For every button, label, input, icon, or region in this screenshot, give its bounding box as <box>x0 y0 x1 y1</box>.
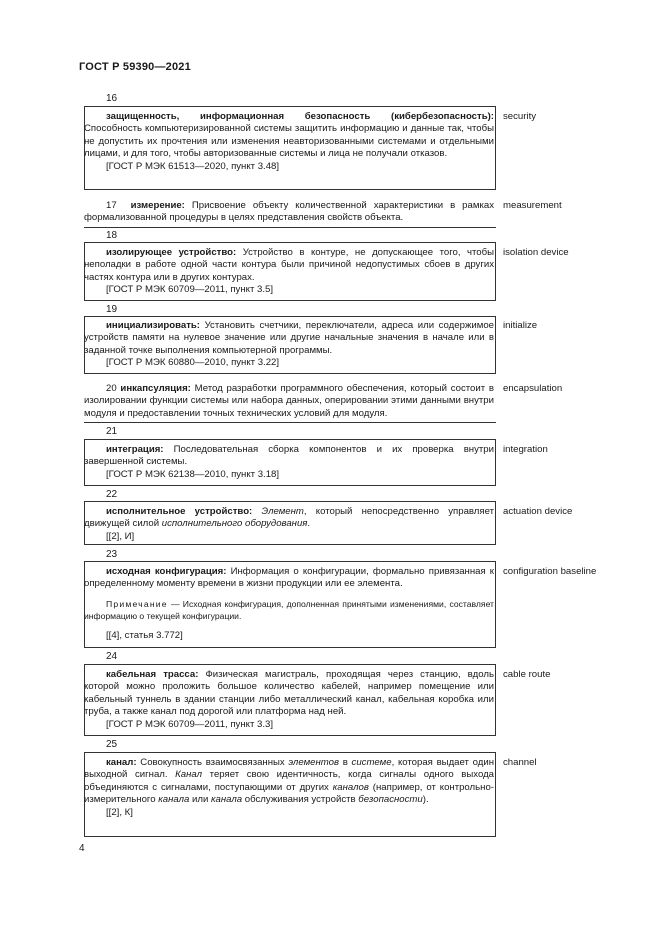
term-definition: канала <box>158 794 190 806</box>
term-definition: исполнительного оборудования <box>161 518 308 530</box>
term-name: изолирующее устройство: <box>106 247 237 258</box>
term-number: 17 <box>106 200 117 211</box>
term-entry <box>84 669 494 731</box>
term-english: actuation device <box>503 506 573 517</box>
term-number: 18 <box>106 230 118 241</box>
term-definition: Способность компьютеризированной системы защитить информацию и данные так, чтобы не допустить их прочтения или изменения неавторизованными системами и отдельными лицами, и для того, чтобы авторизованные системы и лица не получали отказов. <box>84 123 494 160</box>
term-entry <box>84 566 494 591</box>
term-source: [ГОСТ Р МЭК 60880—2010, пункт 3.22] <box>106 357 280 369</box>
term-entry <box>84 320 494 370</box>
term-english: measurement <box>503 200 562 211</box>
term-english: encapsulation <box>503 383 563 394</box>
term-definition: системе <box>351 757 392 768</box>
term-entry <box>84 111 494 173</box>
term-name: исходная конфигурация: <box>106 566 227 577</box>
term-english: integration <box>503 444 548 455</box>
term-number: 19 <box>106 304 118 315</box>
term-definition: безопасности <box>358 794 423 806</box>
term-source: [[4], статья 3.772] <box>106 630 183 641</box>
term-number: 20 <box>106 383 117 394</box>
term-definition: Установить счетчики, переключатели, адреса или содержимое устройств памяти на нулевое значение или другие начальные значения в начале или в заданной точке выполнения компьютерной программы. <box>84 320 494 356</box>
document-header: ГОСТ Р 59390—2021 <box>79 61 191 73</box>
term-english: isolation device <box>503 247 569 258</box>
term-number: 23 <box>106 549 118 560</box>
term-number: 22 <box>106 489 118 500</box>
term-english: security <box>503 111 537 122</box>
term-english: initialize <box>503 320 538 331</box>
term-definition: Физическая магистраль, проходящая через станцию, вдоль которой можно проложить большое количество кабелей, например помещение или кабельный туннель в здании станции либо металлический канал, кабельная коробка или труба, а также канал под дорогой или платформа над ней. <box>84 669 494 718</box>
term-name: исполнительное устройство: <box>106 506 253 517</box>
term-definition: в <box>339 757 352 768</box>
term-entry <box>84 200 494 225</box>
term-definition: теряет свою идентичность, когда сигналы одного выхода объединяются с сигналами, поступающими от других <box>84 769 495 793</box>
term-name: интеграция: <box>106 444 164 455</box>
term-entry <box>84 247 494 297</box>
divider <box>84 227 496 228</box>
term-source: [[2], И] <box>106 530 135 542</box>
term-english: channel <box>503 757 537 768</box>
term-definition: Информация о конфигурации, формально привязанная к определенному моменту времени в жизни продукции или ее элемента. <box>84 566 494 590</box>
term-entry <box>84 757 494 819</box>
term-definition: канала <box>211 794 243 806</box>
term-definition: , которая выдает один выходной сигнал. <box>84 757 494 781</box>
term-definition: Последовательная сборка компонентов и их проверка внутри завершенной системы. <box>84 444 494 468</box>
term-definition: Устройство в контуре, не допускающее того, чтобы неполадки в работе одной части контура были причиной недопустимых сбоев в других частях контура или в других контурах. <box>84 247 495 283</box>
term-number: 21 <box>106 426 118 437</box>
term-name: защищенность, информационная безопасность (кибербезопасность): <box>106 111 494 122</box>
divider <box>84 422 496 423</box>
term-definition: , который непосредственно управляет движущей силой <box>84 506 494 530</box>
term-entry <box>84 444 494 481</box>
term-source: [ГОСТ Р МЭК 60709—2011, пункт 3.5] <box>106 284 274 296</box>
term-definition: элементов <box>288 757 339 768</box>
term-english: cable route <box>503 669 551 680</box>
term-definition: Совокупность взаимосвязанных <box>140 757 289 768</box>
term-source: [ГОСТ Р МЭК 62138—2010, пункт 3.18] <box>106 468 280 480</box>
term-english: configuration baseline <box>503 566 597 577</box>
term-name: измерение: <box>130 200 185 211</box>
term-definition: Канал <box>175 769 203 781</box>
term-source: [ГОСТ Р МЭК 61513—2020, пункт 3.48] <box>106 160 280 172</box>
term-definition: . <box>307 518 311 530</box>
term-definition: каналов <box>332 781 369 793</box>
term-source-wrap <box>84 630 494 642</box>
term-note <box>84 599 494 622</box>
term-definition: (например, от контрольно-измерительного <box>84 781 494 806</box>
term-definition: Метод разработки программного обеспечения, который состоит в изолировании функции системы или набора данных, оперировании этими данными внутри модуля и предоставлении точных технических условий для модуля. <box>84 383 494 419</box>
term-source: [[2], К] <box>106 806 133 818</box>
term-definition: обслуживания устройств <box>242 794 359 806</box>
term-definition: ). <box>422 794 429 806</box>
note-label: Примечание <box>106 599 168 609</box>
term-number: 16 <box>106 93 118 104</box>
term-definition: Элемент <box>261 506 304 517</box>
term-number: 24 <box>106 651 118 662</box>
term-source: [ГОСТ Р МЭК 60709—2011, пункт 3.3] <box>106 718 274 730</box>
term-name: кабельная трасса: <box>106 669 199 680</box>
note-text: — Исходная конфигурация, дополненная принятыми изменениями, составляет информацию о текущей конфигурации. <box>84 599 494 621</box>
term-entry <box>84 383 494 420</box>
term-name: инкапсуляция: <box>120 383 191 394</box>
term-definition: Присвоение объекту количественной характеристики в рамках формализованной процедуры в целях представления свойств объекта. <box>84 200 494 224</box>
term-definition: или <box>189 794 211 806</box>
page-number: 4 <box>79 843 85 854</box>
term-number: 25 <box>106 739 118 750</box>
term-name: инициализировать: <box>106 320 200 331</box>
term-entry <box>84 506 494 543</box>
term-name: канал: <box>106 757 137 768</box>
